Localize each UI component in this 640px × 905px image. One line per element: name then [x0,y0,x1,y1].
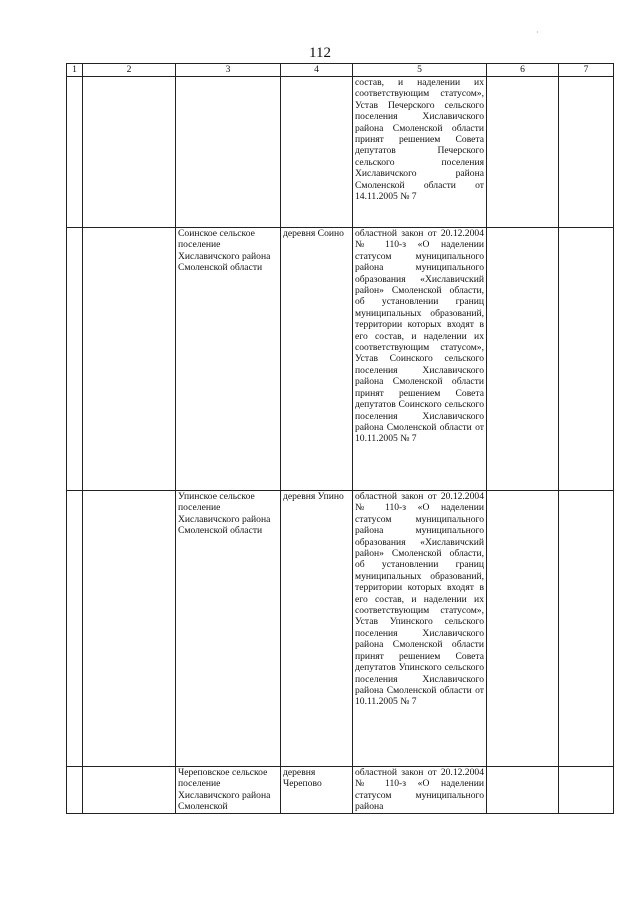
cell-empty [67,767,83,814]
cell-empty [487,767,559,814]
header-col-6: 6 [487,64,559,77]
cell-empty [83,767,176,814]
header-col-1: 1 [67,64,83,77]
cell-empty [67,228,83,491]
header-col-3: 3 [176,64,281,77]
page-number: 112 [309,45,331,61]
header-row [67,64,614,77]
administrative-center: деревня Черепово [281,767,353,814]
settlement-name [176,77,281,228]
cell-empty [487,77,559,228]
registry-table [66,63,614,814]
table-row [67,77,614,228]
administrative-center [281,77,353,228]
legal-basis: состав, и наделении их соответствующим статусом», Устав Печерского сельского поселения Хиславичского района Смоленской области принят решением Совета депутатов Печерского сельского поселения Хиславичского района Смоленской области от 14.11.2005 № 7 [353,77,487,228]
table-row [67,491,614,767]
cell-empty [67,77,83,228]
table-row [67,228,614,491]
cell-empty [83,491,176,767]
cell-empty [487,491,559,767]
cell-empty [83,77,176,228]
settlement-name: Упинское сельское поселение Хиславичского района Смоленской области [176,491,281,767]
cell-empty [559,228,614,491]
administrative-center: деревня Соино [281,228,353,491]
header-col-4: 4 [281,64,353,77]
cell-empty [559,767,614,814]
legal-basis: областной закон от 20.12.2004 № 110-з «О наделении статусом муниципального района [353,767,487,814]
header-col-5: 5 [353,64,487,77]
corner-mark: · [536,28,539,37]
administrative-center: деревня Упино [281,491,353,767]
settlement-name: Череповское сельское поселение Хиславичского района Смоленской [176,767,281,814]
header-col-2: 2 [83,64,176,77]
cell-empty [67,491,83,767]
cell-empty [487,228,559,491]
settlement-name: Соинское сельское поселение Хиславичского района Смоленской области [176,228,281,491]
cell-empty [83,228,176,491]
header-col-7: 7 [559,64,614,77]
legal-basis: областной закон от 20.12.2004 № 110-з «О наделении статусом муниципального района муниципального образования «Хиславичский район» Смоленской области, об установлении границ муниципальных образований, территории которых входят в его состав, и наделении их соответствующим статусом», Устав Соинского сельского поселения Хиславичского района Смоленской области принят решением Совета депутатов Соинского сельского поселения Хиславичского района Смоленской области от 10.11.2005 № 7 [353,228,487,491]
cell-empty [559,491,614,767]
cell-empty [559,77,614,228]
legal-basis: областной закон от 20.12.2004 № 110-з «О наделении статусом муниципального района муниципального образования «Хиславичский район» Смоленской области, об установлении границ муниципальных образований, территории которых входят в его состав, и наделении их соответствующим статусом», Устав Упинского сельского поселения Хиславичского района Смоленской области принят решением Совета депутатов Упинского сельского поселения Хиславичского района Смоленской области от 10.11.2005 № 7 [353,491,487,767]
table-row [67,767,614,814]
